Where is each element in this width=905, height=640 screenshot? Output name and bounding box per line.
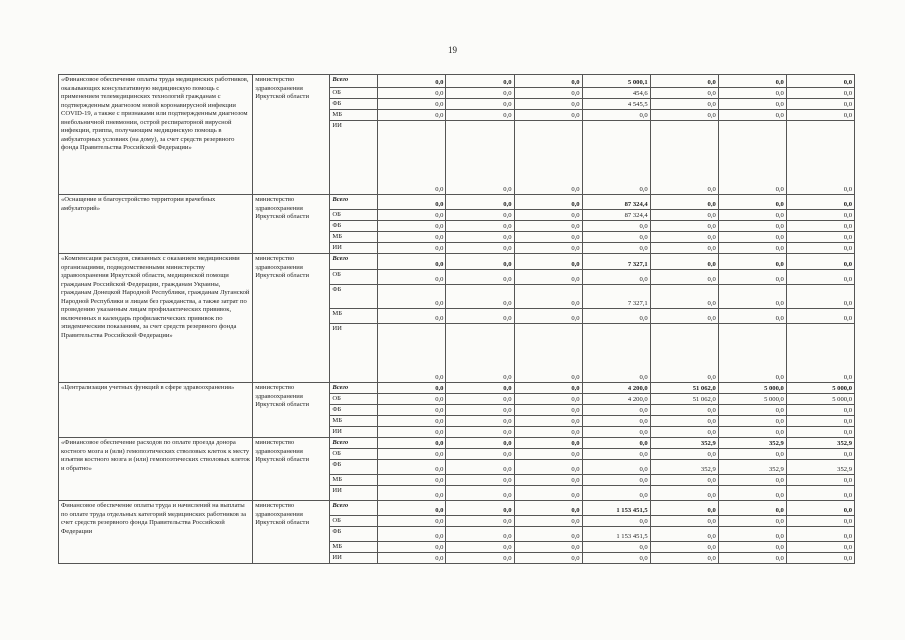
- value-cell: 0,0: [446, 121, 514, 195]
- value-cell: 0,0: [786, 210, 854, 221]
- value-cell: 0,0: [582, 405, 650, 416]
- value-cell: 0,0: [378, 486, 446, 501]
- table-row: [59, 438, 855, 449]
- value-cell: 0,0: [582, 516, 650, 527]
- value-cell: 0,0: [650, 254, 718, 270]
- value-cell: 0,0: [378, 427, 446, 438]
- value-cell: 0,0: [650, 99, 718, 110]
- value-cell: 5 000,0: [718, 383, 786, 394]
- value-cell: 0,0: [718, 121, 786, 195]
- funding-source-label: ФБ: [330, 460, 378, 475]
- value-cell: 352,9: [718, 438, 786, 449]
- funding-source-label: ФБ: [330, 221, 378, 232]
- value-cell: 0,0: [514, 309, 582, 324]
- value-cell: 0,0: [514, 394, 582, 405]
- value-cell: 0,0: [378, 324, 446, 383]
- value-cell: 1 153 451,5: [582, 527, 650, 542]
- value-cell: 0,0: [786, 195, 854, 210]
- value-cell: 0,0: [378, 405, 446, 416]
- value-cell: 0,0: [718, 475, 786, 486]
- funding-table: [58, 74, 855, 564]
- value-cell: 0,0: [378, 254, 446, 270]
- value-cell: 0,0: [378, 501, 446, 516]
- value-cell: 0,0: [582, 121, 650, 195]
- value-cell: 0,0: [378, 416, 446, 427]
- value-cell: 0,0: [514, 99, 582, 110]
- value-cell: 0,0: [514, 460, 582, 475]
- value-cell: 0,0: [582, 486, 650, 501]
- table-row: [59, 383, 855, 394]
- value-cell: 0,0: [786, 99, 854, 110]
- value-cell: 0,0: [514, 383, 582, 394]
- value-cell: 0,0: [786, 75, 854, 88]
- value-cell: 0,0: [446, 210, 514, 221]
- value-cell: 0,0: [650, 542, 718, 553]
- value-cell: 0,0: [786, 501, 854, 516]
- value-cell: 0,0: [514, 285, 582, 309]
- value-cell: 0,0: [582, 416, 650, 427]
- value-cell: 0,0: [514, 516, 582, 527]
- value-cell: 0,0: [786, 110, 854, 121]
- value-cell: 0,0: [378, 475, 446, 486]
- value-cell: 0,0: [582, 110, 650, 121]
- value-cell: 0,0: [718, 324, 786, 383]
- funding-source-label: ОБ: [330, 88, 378, 99]
- value-cell: 0,0: [514, 195, 582, 210]
- funding-source-label: МБ: [330, 232, 378, 243]
- funding-source-label: ОБ: [330, 210, 378, 221]
- value-cell: 0,0: [446, 527, 514, 542]
- value-cell: 0,0: [718, 270, 786, 285]
- value-cell: 51 062,0: [650, 383, 718, 394]
- funding-source-label: Всего: [330, 438, 378, 449]
- value-cell: 0,0: [378, 309, 446, 324]
- funding-source-label: ИИ: [330, 486, 378, 501]
- value-cell: 0,0: [446, 232, 514, 243]
- value-cell: 0,0: [650, 324, 718, 383]
- value-cell: 0,0: [446, 553, 514, 564]
- value-cell: 0,0: [378, 232, 446, 243]
- value-cell: 0,0: [446, 254, 514, 270]
- value-cell: 5 000,0: [786, 383, 854, 394]
- value-cell: 0,0: [446, 405, 514, 416]
- value-cell: 0,0: [378, 195, 446, 210]
- value-cell: 0,0: [446, 243, 514, 254]
- value-cell: 0,0: [718, 527, 786, 542]
- measure-description: Финансовое обеспечение оплаты труда и начислений на выплаты по оплате труда отдельных категорий медицинских работников за счет средств резервного фонда Правительства Российской Федерации: [59, 501, 253, 564]
- value-cell: 0,0: [786, 270, 854, 285]
- funding-source-label: Всего: [330, 254, 378, 270]
- value-cell: 0,0: [650, 270, 718, 285]
- value-cell: 0,0: [514, 324, 582, 383]
- value-cell: 0,0: [650, 527, 718, 542]
- funding-source-label: ОБ: [330, 516, 378, 527]
- value-cell: 0,0: [582, 243, 650, 254]
- value-cell: 0,0: [650, 243, 718, 254]
- value-cell: 0,0: [378, 88, 446, 99]
- value-cell: 0,0: [378, 75, 446, 88]
- value-cell: 0,0: [718, 232, 786, 243]
- value-cell: 0,0: [514, 243, 582, 254]
- executor-cell: министерство здравоохранения Иркутской области: [253, 75, 330, 195]
- value-cell: 0,0: [582, 232, 650, 243]
- funding-source-label: ОБ: [330, 449, 378, 460]
- value-cell: 0,0: [650, 516, 718, 527]
- value-cell: 0,0: [718, 427, 786, 438]
- value-cell: 0,0: [378, 394, 446, 405]
- value-cell: 0,0: [582, 460, 650, 475]
- value-cell: 0,0: [582, 449, 650, 460]
- value-cell: 0,0: [650, 210, 718, 221]
- value-cell: 352,9: [786, 460, 854, 475]
- executor-cell: министерство здравоохранения Иркутской области: [253, 383, 330, 438]
- value-cell: 0,0: [650, 416, 718, 427]
- value-cell: 0,0: [378, 99, 446, 110]
- value-cell: 0,0: [786, 449, 854, 460]
- value-cell: 0,0: [378, 243, 446, 254]
- value-cell: 0,0: [718, 285, 786, 309]
- value-cell: 0,0: [786, 243, 854, 254]
- value-cell: 0,0: [582, 427, 650, 438]
- value-cell: 51 062,0: [650, 394, 718, 405]
- value-cell: 0,0: [446, 416, 514, 427]
- value-cell: 0,0: [514, 542, 582, 553]
- value-cell: 0,0: [446, 449, 514, 460]
- value-cell: 0,0: [514, 270, 582, 285]
- value-cell: 7 327,1: [582, 254, 650, 270]
- table-row: [59, 195, 855, 210]
- funding-source-label: Всего: [330, 383, 378, 394]
- funding-source-label: ИИ: [330, 324, 378, 383]
- value-cell: 1 153 451,5: [582, 501, 650, 516]
- funding-source-label: ИИ: [330, 427, 378, 438]
- funding-source-label: Всего: [330, 195, 378, 210]
- value-cell: 7 327,1: [582, 285, 650, 309]
- value-cell: 0,0: [446, 542, 514, 553]
- measure-description: «Компенсация расходов, связанных с оказанием медицинскими организациями, подведомственными министерству здравоохранения Иркутской области, медицинской помощи гражданам Российской Федерации, гражданам Украины, гражданам Донецкой Народной Республики, гражданам Луганской Народной Республики и лицам без гражданства, а также затрат по проведению указанным лицам профилактических прививок, включенных в календарь профилактических прививок по эпидемическим показаниям, за счет средств резервного фонда Правительства Российской Федерации»: [59, 254, 253, 383]
- value-cell: 0,0: [718, 449, 786, 460]
- value-cell: 0,0: [514, 75, 582, 88]
- value-cell: 0,0: [378, 516, 446, 527]
- value-cell: 352,9: [786, 438, 854, 449]
- value-cell: 0,0: [378, 460, 446, 475]
- value-cell: 0,0: [378, 553, 446, 564]
- value-cell: 0,0: [718, 405, 786, 416]
- value-cell: 0,0: [446, 270, 514, 285]
- value-cell: 0,0: [514, 210, 582, 221]
- value-cell: 4 545,5: [582, 99, 650, 110]
- value-cell: 0,0: [718, 501, 786, 516]
- measure-description: «Финансовое обеспечение оплаты труда медицинских работников, оказывающих консультативную медицинскую помощь с применением телемедицинских технологий гражданам с подтвержденным диагнозом новой коронавирусной инфекции COVID-19, а также с признаками или подтвержденным диагнозом внебольничной пневмонии, острой респираторной вирусной инфекции, гриппа, получающим медицинскую помощь в амбулаторных условиях (на дому), за счет средств резервного фонда Правительства Российской Федерации»: [59, 75, 253, 195]
- funding-source-label: ОБ: [330, 270, 378, 285]
- funding-source-label: МБ: [330, 542, 378, 553]
- table-row: [59, 75, 855, 88]
- executor-cell: министерство здравоохранения Иркутской области: [253, 438, 330, 501]
- value-cell: 0,0: [446, 221, 514, 232]
- value-cell: 0,0: [378, 121, 446, 195]
- value-cell: 0,0: [718, 221, 786, 232]
- funding-source-label: ИИ: [330, 243, 378, 254]
- value-cell: 0,0: [786, 405, 854, 416]
- value-cell: 454,6: [582, 88, 650, 99]
- value-cell: 0,0: [446, 438, 514, 449]
- value-cell: 0,0: [446, 427, 514, 438]
- funding-source-label: ИИ: [330, 121, 378, 195]
- value-cell: 0,0: [514, 221, 582, 232]
- value-cell: 0,0: [446, 486, 514, 501]
- value-cell: 0,0: [786, 416, 854, 427]
- executor-cell: министерство здравоохранения Иркутской области: [253, 254, 330, 383]
- value-cell: 0,0: [786, 285, 854, 309]
- funding-source-label: ФБ: [330, 405, 378, 416]
- value-cell: 0,0: [786, 553, 854, 564]
- value-cell: 0,0: [514, 486, 582, 501]
- value-cell: 0,0: [378, 542, 446, 553]
- value-cell: 0,0: [718, 309, 786, 324]
- value-cell: 0,0: [514, 254, 582, 270]
- funding-source-label: Всего: [330, 501, 378, 516]
- value-cell: 0,0: [446, 309, 514, 324]
- value-cell: 0,0: [514, 501, 582, 516]
- value-cell: 0,0: [446, 475, 514, 486]
- value-cell: 352,9: [650, 438, 718, 449]
- value-cell: 4 200,0: [582, 383, 650, 394]
- value-cell: 0,0: [718, 88, 786, 99]
- funding-source-label: ФБ: [330, 285, 378, 309]
- measure-description: «Оснащение и благоустройство территории врачебных амбулаторий»: [59, 195, 253, 254]
- value-cell: 0,0: [446, 285, 514, 309]
- value-cell: 0,0: [446, 88, 514, 99]
- value-cell: 0,0: [514, 405, 582, 416]
- value-cell: 0,0: [650, 501, 718, 516]
- value-cell: 0,0: [786, 475, 854, 486]
- value-cell: 0,0: [650, 221, 718, 232]
- value-cell: 0,0: [650, 427, 718, 438]
- value-cell: 0,0: [650, 232, 718, 243]
- value-cell: 0,0: [446, 75, 514, 88]
- value-cell: 0,0: [786, 427, 854, 438]
- value-cell: 0,0: [446, 394, 514, 405]
- value-cell: 0,0: [378, 221, 446, 232]
- value-cell: 0,0: [514, 232, 582, 243]
- table-row: [59, 254, 855, 270]
- value-cell: 0,0: [650, 75, 718, 88]
- value-cell: 87 324,4: [582, 195, 650, 210]
- value-cell: 0,0: [378, 527, 446, 542]
- funding-source-label: МБ: [330, 416, 378, 427]
- table-row: [59, 501, 855, 516]
- value-cell: 0,0: [718, 254, 786, 270]
- value-cell: 0,0: [514, 416, 582, 427]
- value-cell: 0,0: [514, 527, 582, 542]
- funding-source-label: МБ: [330, 309, 378, 324]
- value-cell: 0,0: [650, 110, 718, 121]
- value-cell: 5 000,1: [582, 75, 650, 88]
- value-cell: 0,0: [582, 553, 650, 564]
- value-cell: 0,0: [514, 553, 582, 564]
- value-cell: 0,0: [582, 438, 650, 449]
- value-cell: 0,0: [446, 516, 514, 527]
- value-cell: 0,0: [446, 195, 514, 210]
- value-cell: 0,0: [650, 121, 718, 195]
- measure-description: «Централизация учетных функций в сфере здравоохранения»: [59, 383, 253, 438]
- value-cell: 0,0: [446, 460, 514, 475]
- value-cell: 0,0: [378, 285, 446, 309]
- value-cell: 0,0: [514, 110, 582, 121]
- value-cell: 0,0: [650, 449, 718, 460]
- value-cell: 0,0: [446, 501, 514, 516]
- funding-source-label: МБ: [330, 475, 378, 486]
- value-cell: 0,0: [378, 210, 446, 221]
- value-cell: 0,0: [650, 486, 718, 501]
- value-cell: 0,0: [718, 110, 786, 121]
- funding-source-label: ОБ: [330, 394, 378, 405]
- value-cell: 0,0: [514, 449, 582, 460]
- value-cell: 0,0: [650, 195, 718, 210]
- value-cell: 0,0: [718, 542, 786, 553]
- value-cell: 0,0: [446, 110, 514, 121]
- value-cell: 0,0: [650, 285, 718, 309]
- value-cell: 0,0: [514, 427, 582, 438]
- funding-source-label: ФБ: [330, 527, 378, 542]
- value-cell: 0,0: [514, 475, 582, 486]
- value-cell: 0,0: [786, 88, 854, 99]
- measure-description: «Финансовое обеспечение расходов по оплате проезда донора костного мозга и (или) гемопоэтических стволовых клеток к месту изъятия костного мозга и (или) гемопоэтических стволовых клеток и обратно»: [59, 438, 253, 501]
- value-cell: 0,0: [514, 438, 582, 449]
- value-cell: 0,0: [514, 88, 582, 99]
- value-cell: 0,0: [650, 405, 718, 416]
- value-cell: 0,0: [786, 309, 854, 324]
- value-cell: 0,0: [718, 99, 786, 110]
- value-cell: 0,0: [378, 449, 446, 460]
- value-cell: 0,0: [786, 486, 854, 501]
- page-number: 19: [448, 45, 457, 55]
- value-cell: 0,0: [786, 542, 854, 553]
- executor-cell: министерство здравоохранения Иркутской области: [253, 195, 330, 254]
- value-cell: 0,0: [378, 383, 446, 394]
- value-cell: 0,0: [650, 88, 718, 99]
- value-cell: 0,0: [582, 270, 650, 285]
- value-cell: 5 000,0: [786, 394, 854, 405]
- value-cell: 0,0: [378, 270, 446, 285]
- value-cell: 0,0: [718, 75, 786, 88]
- value-cell: 0,0: [650, 475, 718, 486]
- value-cell: 352,9: [650, 460, 718, 475]
- funding-source-label: ФБ: [330, 99, 378, 110]
- value-cell: 0,0: [718, 486, 786, 501]
- value-cell: 0,0: [446, 324, 514, 383]
- funding-source-label: Всего: [330, 75, 378, 88]
- value-cell: 0,0: [718, 210, 786, 221]
- value-cell: 0,0: [786, 254, 854, 270]
- value-cell: 0,0: [718, 195, 786, 210]
- value-cell: 0,0: [718, 416, 786, 427]
- value-cell: 0,0: [786, 516, 854, 527]
- value-cell: 0,0: [582, 324, 650, 383]
- funding-source-label: ИИ: [330, 553, 378, 564]
- value-cell: 0,0: [582, 221, 650, 232]
- executor-cell: министерство здравоохранения Иркутской области: [253, 501, 330, 564]
- value-cell: 0,0: [582, 309, 650, 324]
- value-cell: 0,0: [786, 232, 854, 243]
- value-cell: 0,0: [582, 475, 650, 486]
- value-cell: 5 000,0: [718, 394, 786, 405]
- value-cell: 0,0: [446, 99, 514, 110]
- value-cell: 0,0: [786, 324, 854, 383]
- value-cell: 0,0: [378, 110, 446, 121]
- value-cell: 0,0: [786, 527, 854, 542]
- value-cell: 0,0: [650, 309, 718, 324]
- value-cell: 0,0: [718, 553, 786, 564]
- value-cell: 0,0: [446, 383, 514, 394]
- value-cell: 0,0: [786, 121, 854, 195]
- value-cell: 0,0: [582, 542, 650, 553]
- value-cell: 0,0: [514, 121, 582, 195]
- value-cell: 0,0: [650, 553, 718, 564]
- value-cell: 0,0: [718, 516, 786, 527]
- value-cell: 4 200,0: [582, 394, 650, 405]
- value-cell: 0,0: [786, 221, 854, 232]
- value-cell: 87 324,4: [582, 210, 650, 221]
- value-cell: 0,0: [378, 438, 446, 449]
- funding-source-label: МБ: [330, 110, 378, 121]
- value-cell: 0,0: [718, 243, 786, 254]
- value-cell: 352,9: [718, 460, 786, 475]
